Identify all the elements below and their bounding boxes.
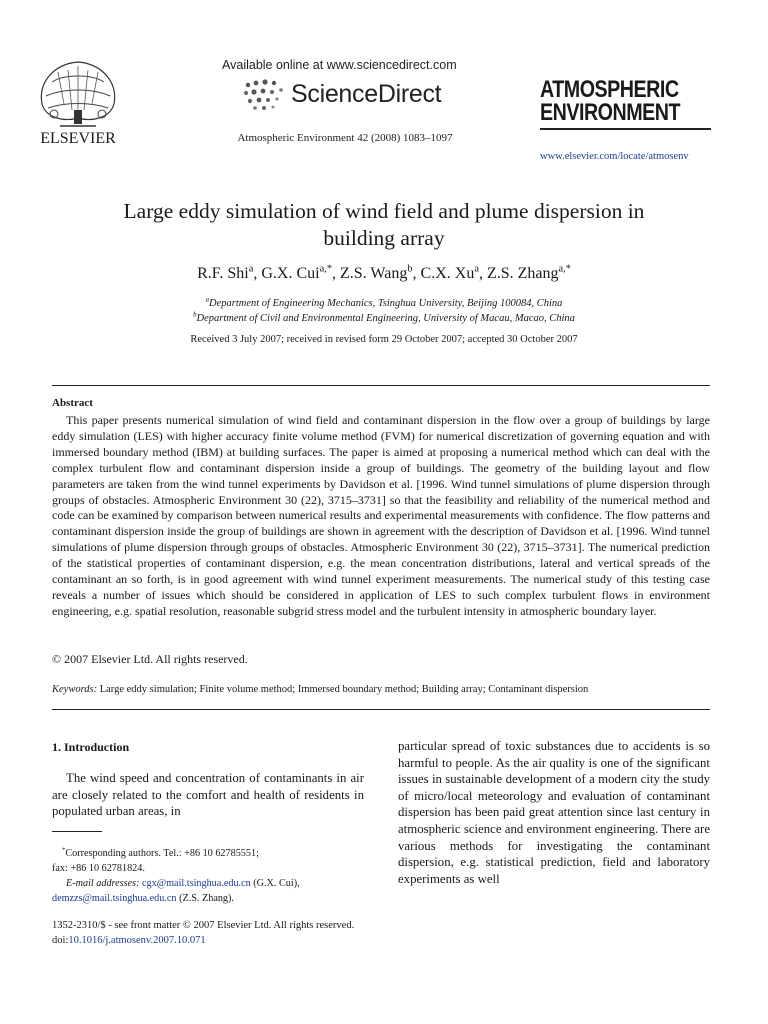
article-title-line1: Large eddy simulation of wind field and plume dispersion in [123,199,645,223]
left-column-text: The wind speed and concentration of contaminants in air are closely related to the comfort and health of residents in populated urban areas, in [52,771,364,819]
section-heading-introduction: 1. Introduction [52,740,130,754]
footnote-email-label: E-mail addresses: [66,878,140,889]
footnote-fax: fax: +86 10 62781824. [52,863,145,874]
keywords-line [52,684,588,695]
affiliation-b [40,313,728,324]
abstract-body [52,413,710,620]
corresponding-author-footnote [52,846,364,906]
journal-brand-rule [540,128,711,130]
received-dates: Received 3 July 2007; received in revised form 29 October 2007; accepted 30 October 2007 [190,334,578,345]
email-owner-cui: (G.X. Cui), [253,878,300,889]
author-name: G.X. Cui [261,265,320,282]
keywords-text: Large eddy simulation; Finite volume method; Immersed boundary method; Building array; Contaminant dispersion [99,684,589,695]
affiliation-text: Department of Engineering Mechanics, Tsinghua University, Beijing 100084, China [209,298,563,309]
article-title-line2: building array [323,226,445,250]
right-column-text: particular spread of toxic substances due to accidents is so harmful to people. As the air quality is one of the significant issues in sustainable development of a modern city the study of micro/local meteorology and evaluation of contaminant dispersion has been paid great attention since last century in atmospheric science and environment engineering. There are various methods for investigating the contaminant dispersion, e.g. statistical prediction, field and laboratory experiments as well [398,739,710,886]
doi-link[interactable]: 10.1016/j.atmosenv.2007.10.071 [68,934,206,946]
sciencedirect-logo-text[interactable]: ScienceDirect [291,80,442,108]
author-name: Z.S. Wang [340,265,408,282]
affiliation-mark: b [193,311,197,319]
affiliation-mark: a [205,296,210,304]
abstract-copyright: © 2007 Elsevier Ltd. All rights reserved. [52,652,248,666]
author-mark[interactable]: b [407,263,413,275]
publisher-name: ELSEVIER [40,130,116,146]
keywords-label: Keywords: [52,684,98,695]
journal-url-link[interactable]: www.elsevier.com/locate/atmosenv [540,151,689,162]
elsevier-tree-logo [24,52,132,146]
author-mark[interactable]: a,* [558,263,571,275]
journal-brand-line2: ENVIRONMENT [540,99,681,126]
author-name: Z.S. Zhang [486,265,559,282]
journal-citation: Atmospheric Environment 42 (2008) 1083–1097 [237,132,453,144]
email-owner-zhang: (Z.S. Zhang). [179,893,234,904]
issn-line: 1352-2310/$ - see front matter © 2007 Elsevier Ltd. All rights reserved. [52,920,355,931]
front-matter [52,919,452,948]
doi-label: doi: [52,934,69,946]
affiliation-text: Department of Civil and Environmental Engineering, University of Macau, Macao, China [196,313,575,324]
journal-brand-line1: ATMOSPHERIC [540,76,679,103]
abstract-heading: Abstract [52,397,93,409]
author-mark[interactable]: a,* [319,263,333,275]
footnote-rule [52,831,102,832]
article-title [40,198,728,252]
affiliation-a [40,298,728,309]
abstract-bottom-rule [52,709,710,710]
author-name: C.X. Xu [420,265,475,282]
email-link-zhang[interactable]: demzzs@mail.tsinghua.edu.cn [52,893,177,904]
abstract-paragraph: This paper presents numerical simulation of wind field and contaminant dispersion in the flow over a group of buildings by large eddy simulation (LES) with higher accuracy finite volume method (FVM) for numerical discretization of governing equation and with immersed boundary method (IBM) at building surfaces. The paper is aimed at proposing a numerical method which can deal with the complex turbulent flow and contaminant dispersion inside a group of buildings. The geometry of the building layout and flow parameters are taken from the wind tunnel experiments by Davidson et al. [1996. Wind tunnel simulations of plume dispersion through groups of obstacles. Atmospheric Environment 30 (22), 3715–3731] so that the feasibility and reliability of the numerical method and code can be examined by comparison between numerical results and experimental measurements with confidence. The flow patterns and contaminant dispersion inside the group of buildings are shown in agreement with the description of Davidson et al. [1996. Wind tunnel simulations of plume dispersion through groups of obstacles. Atmospheric Environment 30 (22), 3715–3731]. The numerical prediction of the statistical properties of contaminant dispersion, e.g. the mean concentration distributions, lateral and vertical spreads of the contaminant an so forth, is in good agreement with wind tunnel experiment measurements. The numerical study of this testing case reveals a number of issues which should be considered in application of LES to such complex turbulent flows in environment engineering, e.g. spatial resolution, reasonable subgrid stress model and the turbulent intensity in atmospheric boundary layer. [52,413,710,618]
author-name: R.F. Shi [197,265,249,282]
available-online-text[interactable]: Available online at www.sciencedirect.com [222,58,457,72]
author-mark[interactable]: a [248,263,254,275]
email-link-cui[interactable]: cgx@mail.tsinghua.edu.cn [142,878,251,889]
footnote-star: * [62,846,66,854]
author-mark[interactable]: a [474,263,479,275]
author-list: R.F. Shi$^a$, G.X. Cui$^{a,*}$, Z.S. Wang$^b$, C.X. Xu$^a$, Z.S. Zhang$^{a,*}$ [197,263,571,282]
abstract-top-rule [52,385,710,386]
journal-brand [540,78,684,124]
footnote-phone: Corresponding authors. Tel.: +86 10 62785551; [65,848,259,859]
